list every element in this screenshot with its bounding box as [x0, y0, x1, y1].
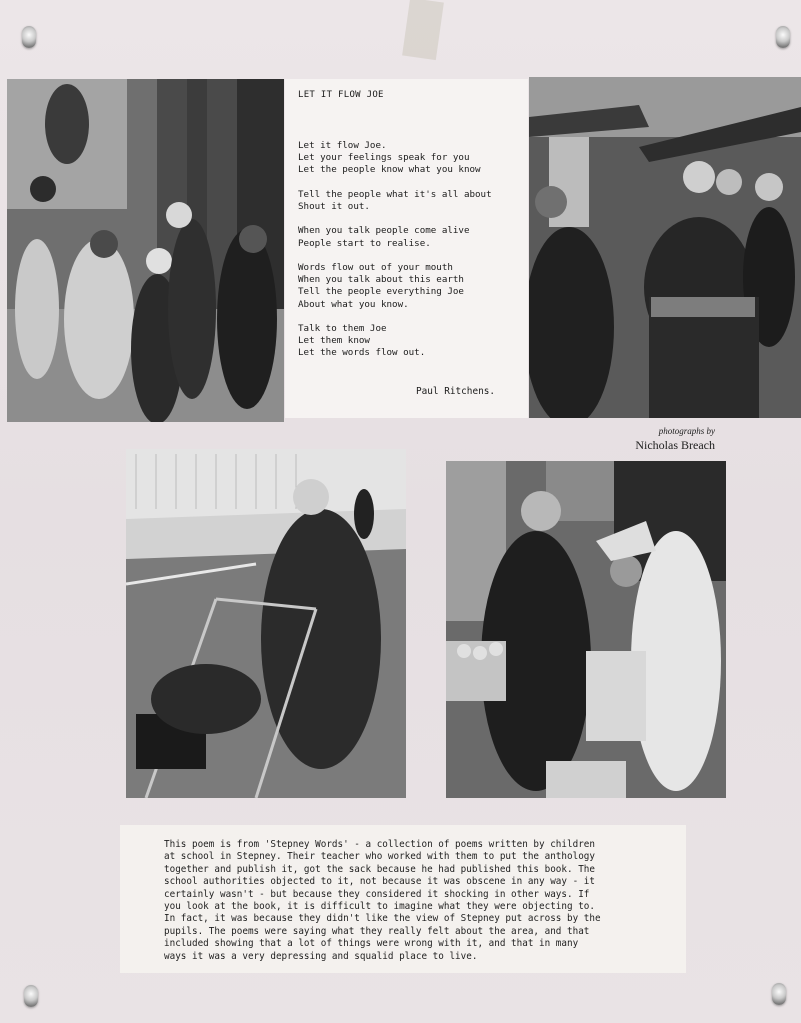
pin-top-left — [22, 26, 36, 48]
poem-author: Paul Ritchens. — [416, 386, 496, 397]
credit-label: photographs by — [658, 426, 715, 436]
credit-name: Nicholas Breach — [635, 438, 715, 452]
pin-bottom-left — [24, 985, 38, 1007]
photo-market-stall — [529, 77, 801, 418]
photo-woman-with-pram — [126, 449, 406, 798]
photo-credit — [635, 426, 715, 453]
pin-bottom-right — [772, 983, 786, 1005]
poem-card — [285, 79, 528, 418]
note-text: This poem is from 'Stepney Words' - a collection of poems written by children at school in Stepney. Their teacher who worked with them to put the anthology together and publish it, got the sack because he had published this book. The school authorities objected to it, not because it was obscene in any way - it certainly wasn't - but because they considered it shocking in other ways. If you look at the book, it is difficult to imagine what they were objecting to. In fact, it was because they didn't like the view of Stepney put across by the pupils. The poems were saying what they really felt about the area, and that included showing that a lot of things were wrong with it, and that in many ways it was a very depressing and squalid place to live. — [164, 839, 601, 962]
photo-fruit-stall — [446, 461, 726, 798]
pin-top-right — [776, 26, 790, 48]
photo-children-walking — [7, 79, 284, 422]
explanatory-note — [120, 825, 686, 973]
tape-strip — [402, 0, 444, 60]
poem-title: LET IT FLOW JOE — [298, 90, 384, 100]
poem-body: Let it flow Joe. Let your feelings speak for you Let the people know what you know Tell the people what it's all about Shout it out. When you talk people come alive People start to realise. Words flow out of your mouth When you talk about this earth Tell the people everything Joe About what you know. Talk to them Joe Let them know Let the words flow out. — [298, 140, 492, 359]
